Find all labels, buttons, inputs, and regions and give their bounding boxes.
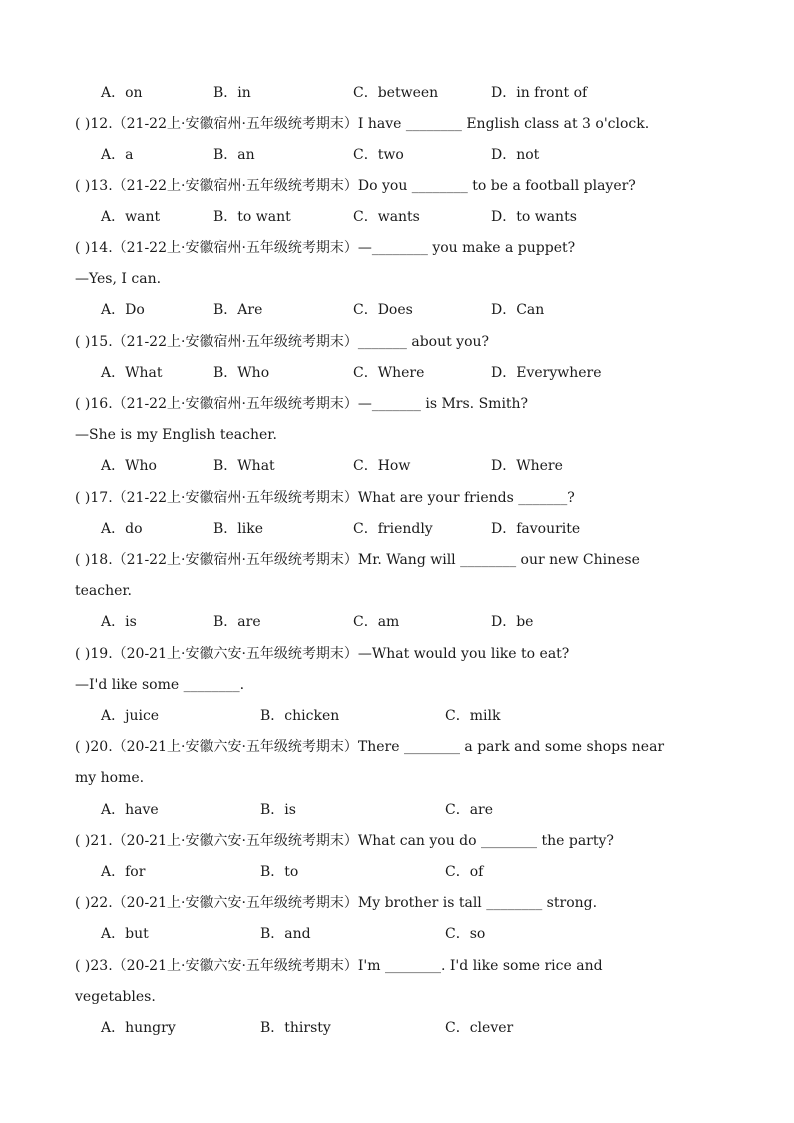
question-16-stem: ( )16.（21-22上·安徽宿州·五年级统考期末）—_______ is Mrs. Smith? xyxy=(75,396,529,412)
question-20-stem: ( )20.（20-21上·安徽六安·五年级统考期末）There ________ a park and some shops near xyxy=(75,739,665,755)
question-19-answer: —I'd like some ________. xyxy=(75,677,245,693)
option-c[interactable]: C．How xyxy=(353,458,411,474)
option-b[interactable]: B．chicken xyxy=(260,708,340,724)
question-12-stem: ( )12.（21-22上·安徽宿州·五年级统考期末）I have ________ English class at 3 o'clock. xyxy=(75,116,650,132)
question-22-stem: ( )22.（20-21上·安徽六安·五年级统考期末）My brother is tall ________ strong. xyxy=(75,895,598,911)
question-13-stem: ( )13.（21-22上·安徽宿州·五年级统考期末）Do you ________ to be a football player? xyxy=(75,178,636,194)
question-15-stem: ( )15.（21-22上·安徽宿州·五年级统考期末）_______ about you? xyxy=(75,334,490,350)
option-b[interactable]: B．an xyxy=(213,147,255,163)
question-18-continuation: teacher. xyxy=(75,583,133,599)
option-a[interactable]: A．juice xyxy=(101,708,160,724)
option-d[interactable]: D．to wants xyxy=(491,209,577,225)
option-b[interactable]: B．to xyxy=(260,864,299,880)
option-a[interactable]: A．What xyxy=(101,365,163,381)
option-a[interactable]: A．is xyxy=(101,614,137,630)
question-20-continuation: my home. xyxy=(75,770,145,786)
option-b[interactable]: B．What xyxy=(213,458,275,474)
option-c[interactable]: C．between xyxy=(353,85,439,101)
option-c[interactable]: C．milk xyxy=(445,708,501,724)
option-d[interactable]: D．Where xyxy=(491,458,563,474)
option-c[interactable]: C．am xyxy=(353,614,400,630)
option-a[interactable]: A．hungry xyxy=(101,1020,176,1036)
option-a[interactable]: A．a xyxy=(101,147,134,163)
option-a[interactable]: A．but xyxy=(101,926,149,942)
option-d[interactable]: D．be xyxy=(491,614,534,630)
option-a[interactable]: A．Do xyxy=(101,302,145,318)
option-a[interactable]: A．do xyxy=(101,521,143,537)
option-c[interactable]: C．are xyxy=(445,802,494,818)
question-14-answer: —Yes, I can. xyxy=(75,271,162,287)
option-a[interactable]: A．want xyxy=(101,209,161,225)
question-21-stem: ( )21.（20-21上·安徽六安·五年级统考期末）What can you do ________ the party? xyxy=(75,833,614,849)
option-c[interactable]: C．so xyxy=(445,926,486,942)
option-b[interactable]: B．thirsty xyxy=(260,1020,331,1036)
option-d[interactable]: D．favourite xyxy=(491,521,581,537)
option-b[interactable]: B．and xyxy=(260,926,311,942)
option-a[interactable]: A．Who xyxy=(101,458,157,474)
option-c[interactable]: C．Does xyxy=(353,302,413,318)
option-d[interactable]: D．not xyxy=(491,147,540,163)
option-c[interactable]: C．Where xyxy=(353,365,425,381)
option-a[interactable]: A．on xyxy=(101,85,143,101)
question-19-stem: ( )19.（20-21上·安徽六安·五年级统考期末）—What would you like to eat? xyxy=(75,646,570,662)
question-18-stem: ( )18.（21-22上·安徽宿州·五年级统考期末）Mr. Wang will ________ our new Chinese xyxy=(75,552,640,568)
option-b[interactable]: B．like xyxy=(213,521,264,537)
question-23-continuation: vegetables. xyxy=(75,989,156,1005)
question-17-stem: ( )17.（21-22上·安徽宿州·五年级统考期末）What are your friends _______? xyxy=(75,490,575,506)
option-b[interactable]: B．Are xyxy=(213,302,263,318)
option-d[interactable]: D．Everywhere xyxy=(491,365,602,381)
option-b[interactable]: B．are xyxy=(213,614,261,630)
option-a[interactable]: A．have xyxy=(101,802,159,818)
question-14-stem: ( )14.（21-22上·安徽宿州·五年级统考期末）—________ you make a puppet? xyxy=(75,240,576,256)
option-b[interactable]: B．is xyxy=(260,802,296,818)
option-c[interactable]: C．friendly xyxy=(353,521,433,537)
option-c[interactable]: C．clever xyxy=(445,1020,514,1036)
question-23-stem: ( )23.（20-21上·安徽六安·五年级统考期末）I'm ________. I'd like some rice and xyxy=(75,958,603,974)
question-16-answer: —She is my English teacher. xyxy=(75,427,277,443)
option-b[interactable]: B．to want xyxy=(213,209,291,225)
option-b[interactable]: B．Who xyxy=(213,365,270,381)
option-c[interactable]: C．wants xyxy=(353,209,420,225)
option-b[interactable]: B．in xyxy=(213,85,251,101)
option-c[interactable]: C．two xyxy=(353,147,404,163)
option-a[interactable]: A．for xyxy=(101,864,146,880)
option-c[interactable]: C．of xyxy=(445,864,484,880)
option-d[interactable]: D．Can xyxy=(491,302,545,318)
option-d[interactable]: D．in front of xyxy=(491,85,588,101)
